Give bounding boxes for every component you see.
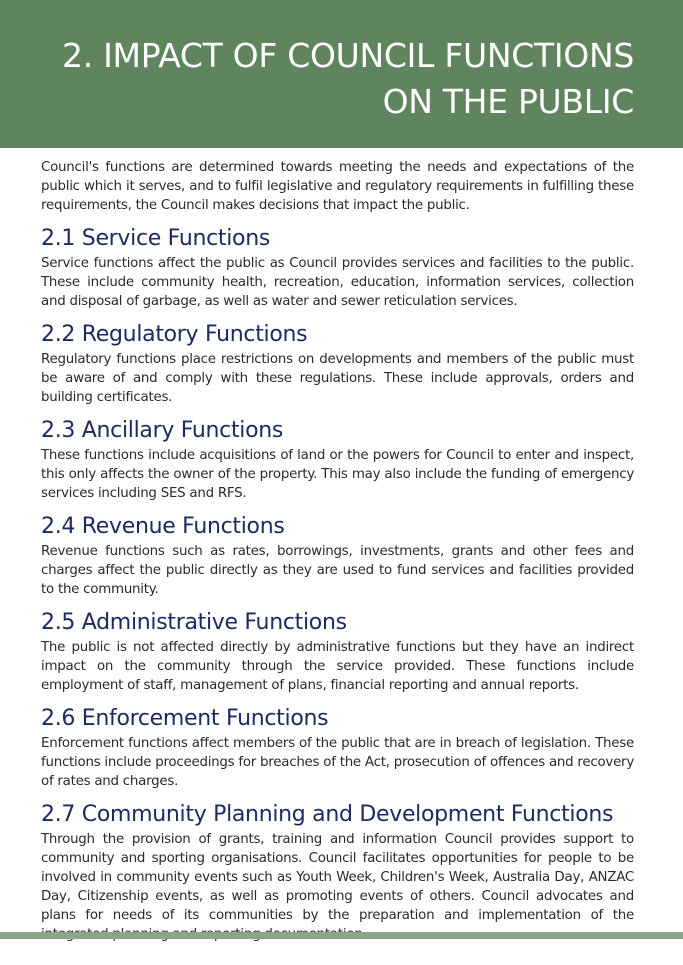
page-title-line-1: 2. IMPACT OF COUNCIL FUNCTIONS xyxy=(62,36,634,75)
footer-divider-bar xyxy=(0,932,683,939)
section-paragraph: These functions include acquisitions of land or the powers for Council to enter and inspect, this only affects the owner of the property. This may also include the funding of emergency services including SES and RFS. xyxy=(41,448,634,501)
section-enforcement-functions xyxy=(41,704,634,791)
section-community-planning-functions xyxy=(41,800,634,944)
section-heading: 2.2 Regulatory Functions xyxy=(41,322,308,347)
section-revenue-functions xyxy=(41,512,634,599)
section-heading: 2.5 Administrative Functions xyxy=(41,610,347,635)
section-heading: 2.3 Ancillary Functions xyxy=(41,418,284,443)
section-heading: 2.6 Enforcement Functions xyxy=(41,706,329,731)
section-service-functions xyxy=(41,224,634,311)
section-paragraph: The public is not affected directly by administrative functions but they have an indirect impact on the community through the service provided. These functions include employment of staff, management of plans, financial reporting and annual reports. xyxy=(41,640,634,693)
title-banner xyxy=(0,0,683,148)
section-regulatory-functions xyxy=(41,320,634,407)
section-heading: 2.7 Community Planning and Development Functions xyxy=(41,802,614,827)
section-heading: 2.1 Service Functions xyxy=(41,226,271,251)
section-administrative-functions xyxy=(41,608,634,695)
section-ancillary-functions xyxy=(41,416,634,503)
section-paragraph: Service functions affect the public as Council provides services and facilities to the public. These include community health, recreation, education, information services, collection and disposal of garbage, as well as water and sewer reticulation services. xyxy=(41,256,634,309)
section-paragraph: Enforcement functions affect members of the public that are in breach of legislation. These functions include proceedings for breaches of the Act, prosecution of offences and recovery of rates and charges. xyxy=(41,736,634,789)
document-body xyxy=(41,158,634,953)
page-title-line-2: ON THE PUBLIC xyxy=(382,82,634,121)
section-paragraph: Regulatory functions place restrictions on developments and members of the public must be aware of and comply with these regulations. These include approvals, orders and building certificates. xyxy=(41,352,634,405)
section-heading: 2.4 Revenue Functions xyxy=(41,514,285,539)
section-paragraph: Through the provision of grants, training and information Council provides support to community and sporting organisations. Council facilitates opportunities for people to be involved in community events such as Youth Week, Children's Week, Australia Day, ANZAC Day, Citizenship events, as well as promoting events of others. Council advocates and plans for needs of its communities by the preparation and implementation of the xyxy=(41,832,634,923)
intro-paragraph: Council's functions are determined towards meeting the needs and expectations of the public which it serves, and to fulfil legislative and regulatory requirements in fulfilling these requirements, the Council makes decisions that impact the public. xyxy=(41,160,634,213)
section-paragraph: Revenue functions such as rates, borrowings, investments, grants and other fees and charges affect the public directly as they are used to fund services and facilities provided to the community. xyxy=(41,544,634,597)
page-title xyxy=(34,33,634,125)
